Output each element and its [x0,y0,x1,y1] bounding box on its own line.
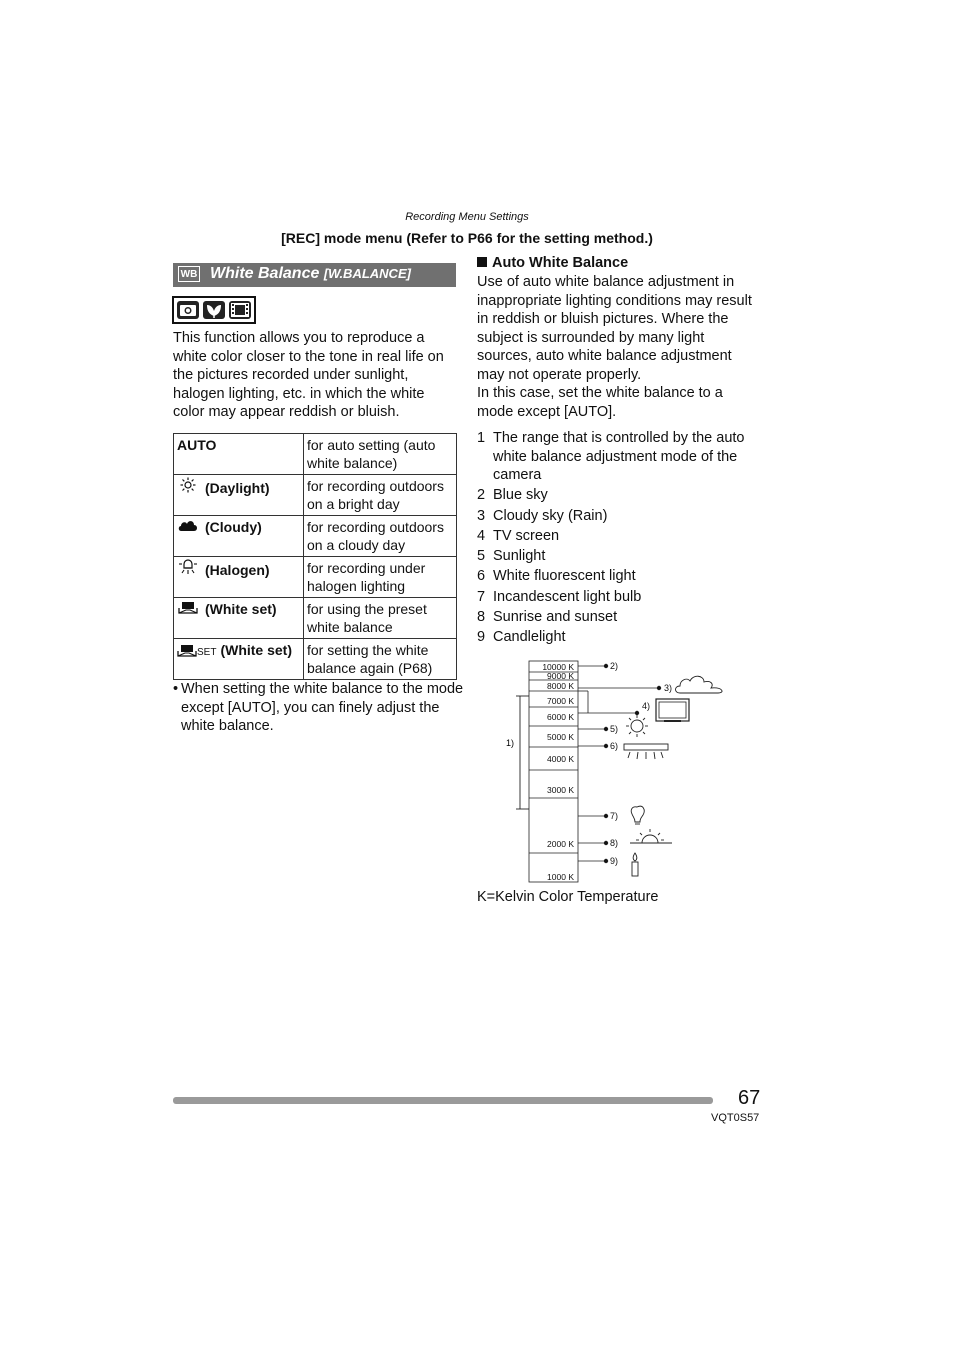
camera-mode-icon [177,301,199,319]
scale-label: 2000 K [547,839,574,849]
range-label: 1) [505,738,514,748]
marker-label: 6) [610,741,619,751]
table-cell-mode [174,434,304,475]
table-cell-desc: for using the preset white balance [304,598,457,639]
list-item: 1 The range that is controlled by the auto white balance adjustment mode of the camera [477,430,745,483]
cloud-icon [177,518,199,537]
table-cell-mode [174,475,304,516]
table-cell-mode [174,516,304,557]
scale-label: 7000 K [547,696,574,706]
mode-label: (White set) [205,601,277,617]
marker-dot [604,859,608,863]
halogen-icon [177,559,199,580]
marker-dot [657,686,661,690]
list-item: 8 Sunrise and sunset [477,609,618,626]
white-set-adjust-icon-text: SET [197,647,217,658]
white-set-icon [177,600,199,619]
table-row [174,639,457,680]
list-item: 5 Sunlight [477,548,546,565]
scale-label: 5000 K [547,732,574,742]
marker-label: 7) [610,811,619,821]
mode-label: (Halogen) [205,562,270,578]
table-cell-desc: for recording outdoors on a bright day [304,475,457,516]
marker-label: 8) [610,838,619,848]
sun-icon [177,477,199,498]
scale-label: 9000 K [547,671,574,681]
marker-dot [604,814,608,818]
white-set-adjust-icon [177,641,216,662]
list-item: 4 TV screen [477,527,560,544]
scale-label: 8000 K [547,681,574,691]
marker-label: 2) [610,661,619,671]
motion-picture-mode-icon [229,301,251,319]
marker-dot [604,727,608,731]
auto-wb-body-text-2: In this case, set the white balance to a mode except [AUTO]. [477,385,723,420]
range-bracket [516,696,529,809]
table-row [174,516,457,557]
marker-dot [604,664,608,668]
table-cell-mode [174,639,304,680]
list-item: 7 Incandescent light bulb [477,588,642,605]
white-balance-badge-icon: WB [178,266,200,282]
macro-mode-icon [203,301,225,319]
cloud-icon [676,676,723,693]
note-text: When setting the white balance to the mode except [AUTO], you can finely adjust the white balance. [181,681,464,734]
scale-label: 3000 K [547,785,574,795]
sunrise-icon [630,829,672,843]
table-cell-desc: for recording outdoors on a cloudy day [304,516,457,557]
auto-wb-body [477,273,762,421]
marker-dot [635,711,639,715]
scale-label: 4000 K [547,754,574,764]
diagram-caption: K=Kelvin Color Temperature [477,889,659,905]
marker-label: 3) [664,683,673,693]
table-row [174,598,457,639]
table-cell-desc: for setting the white balance again (P68) [304,639,457,680]
table-row [174,475,457,516]
mode-label: (Cloudy) [205,519,262,535]
mode-label: (Daylight) [205,480,270,496]
intro-paragraph: This function allows you to reproduce a white color closer to the tone in real life on the pictures recorded under sunlight, halogen lighting, etc. in which the white color may appear reddish or bluish. [173,330,444,420]
tv-screen-icon [656,699,689,721]
section-title [210,265,411,283]
section-subtitle: [W.BALANCE] [323,266,411,281]
section-header-main: [REC] mode menu (Refer to P66 for the setting method.) [281,230,653,246]
marker-dot [604,841,608,845]
list-item: 3 Cloudy sky (Rain) [477,507,608,524]
section-header-small: Recording Menu Settings [405,211,529,223]
scale-label: 10000 K [542,662,574,672]
mode-label: AUTO [177,437,217,453]
table-cell-mode [174,598,304,639]
scale-label: 1000 K [547,872,574,882]
square-bullet-icon [477,257,487,267]
marker-label: 5) [610,724,619,734]
section-title-text: White Balance [210,265,320,282]
document-code: VQT0S57 [711,1112,760,1124]
list-item: 9 Candlelight [477,629,566,646]
list-item: 6 White fluorescent light [477,568,636,585]
white-balance-table [173,433,457,680]
candle-icon [632,853,638,876]
auto-wb-heading-text: Auto White Balance [492,255,629,271]
legend-list [477,429,762,649]
light-bulb-icon [631,806,644,824]
bullet-note: • When setting the white balance to the mode except [AUTO], you can finely adjust the white balance. [173,681,464,734]
sun-icon [626,715,648,737]
auto-wb-body-text: Use of auto white balance adjustment in inappropriate lighting conditions may result in reddish or bluish pictures. Where the subject is surrounded by many light sources, auto white balance adjustment may not operate properly. [477,274,752,383]
mode-label: (White set) [220,642,293,658]
page-number: 67 [738,1087,761,1109]
marker-label: 9) [610,856,619,866]
table-row [174,434,457,475]
scale-label: 6000 K [547,712,574,722]
auto-wb-heading [477,255,762,271]
table-cell-mode [174,557,304,598]
marker-label: 4) [642,701,651,711]
kelvin-diagram [500,655,740,890]
marker-dot [604,744,608,748]
table-row [174,557,457,598]
fluorescent-light-icon [624,744,668,759]
table-cell-desc: for auto setting (auto white balance) [304,434,457,475]
available-modes [172,296,256,324]
footer-bar [173,1097,713,1104]
list-item: 2 Blue sky [477,487,548,504]
table-cell-desc: for recording under halogen lighting [304,557,457,598]
section-title-bar [173,263,456,287]
